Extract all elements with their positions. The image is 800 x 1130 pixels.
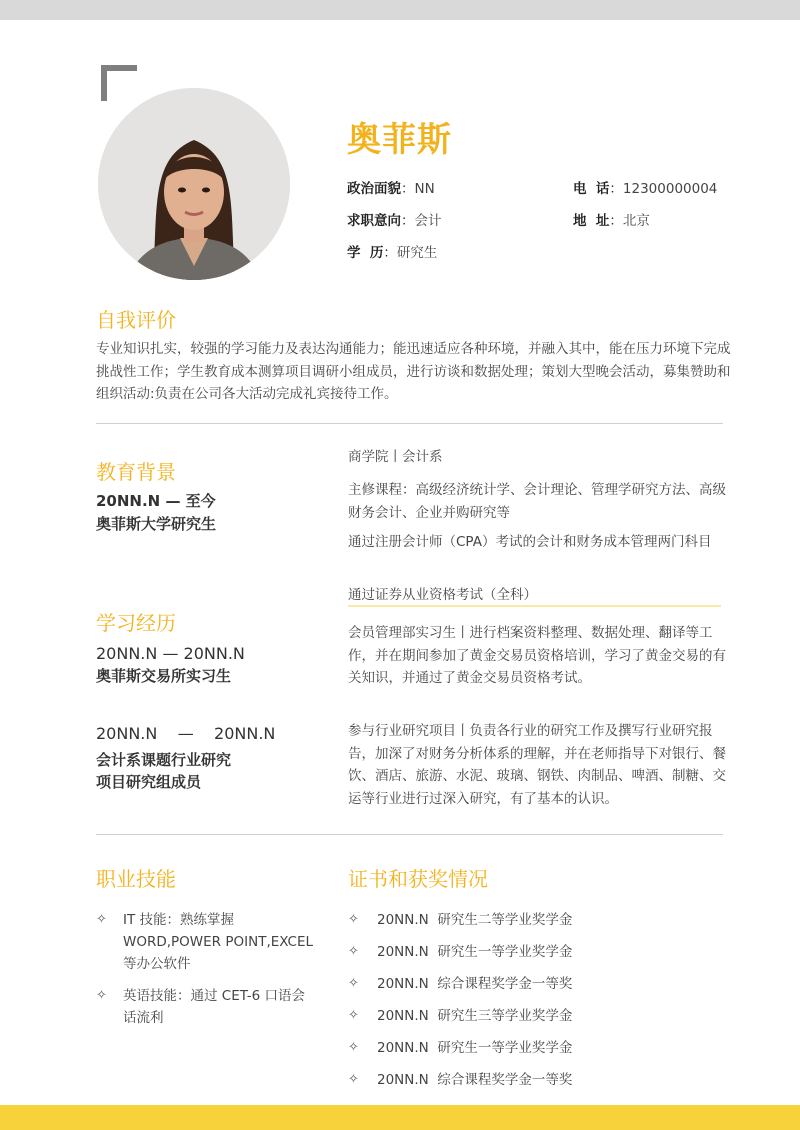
info-value: 北京 [622, 213, 650, 229]
study-role: 会计系课题行业研究 [96, 751, 232, 769]
info-sep: ： [401, 181, 415, 197]
study-desc: 会员管理部实习生丨进行档案资料整理、数据处理、翻译等工作，并在期间参加了黄金交易员资格培训，学习了黄金交易的有关知识，并通过了黄金交易员资格考试。 [348, 625, 726, 686]
education-item: 商学院丨会计系 [348, 449, 443, 465]
list-item [348, 973, 728, 1005]
info-value: 研究生 [396, 245, 438, 261]
highlight-line [348, 605, 721, 607]
bottom-bar [0, 1105, 800, 1130]
info-label: 政治面貌 [347, 181, 401, 197]
education-item: 主修课程：高级经济统计学、会计理论、管理学研究方法、高级财务会计、企业并购研究等 [348, 482, 726, 521]
skills-title: 职业技能 [96, 867, 176, 891]
info-value: 12300000004 [622, 181, 718, 197]
list-item [348, 1005, 728, 1037]
award-text: 20NN.N 研究生一等学业奖学金 [377, 1040, 573, 1056]
top-bar [0, 0, 800, 20]
list-item [348, 909, 728, 941]
education-period: 20NN.N — 至今 [96, 492, 216, 510]
award-text: 20NN.N 综合课程奖学金一等奖 [377, 1072, 573, 1088]
list-item [96, 909, 316, 975]
sparkle-icon: ✧ [348, 912, 359, 927]
self-eval-text: 专业知识扎实，较强的学习能力及表达沟通能力；能迅速适应各种环境，并融入其中，能在压力环境下完成挑战性工作；学生教育成本测算项目调研小组成员，进行访谈和数据处理；策划大型晚会活动，募集赞助和组织活动:负责在公司各大活动完成礼宾接待工作。 [96, 341, 731, 402]
sparkle-icon: ✧ [348, 976, 359, 991]
award-text: 20NN.N 研究生二等学业奖学金 [377, 912, 573, 928]
sparkle-icon: ✧ [348, 1072, 359, 1087]
divider [96, 834, 723, 835]
sparkle-icon: ✧ [96, 912, 107, 927]
award-text: 20NN.N 研究生一等学业奖学金 [377, 944, 573, 960]
list-item [348, 1069, 728, 1101]
education-school: 奥菲斯大学研究生 [96, 515, 217, 533]
info-political [347, 177, 435, 197]
info-sep: ： [401, 213, 415, 229]
study-period: 20NN.N — 20NN.N [96, 724, 276, 743]
portrait-photo [98, 88, 290, 280]
skill-text: IT 技能：熟练掌握 WORD,POWER POINT,EXCEL 等办公软件 [123, 912, 314, 972]
info-sep: ： [383, 245, 397, 261]
info-sep: ： [609, 181, 623, 197]
education-item: 通过注册会计师（CPA）考试的会计和财务成本管理两门科目 [348, 534, 712, 550]
info-value: NN [414, 181, 435, 197]
info-address [573, 209, 650, 229]
info-label: 学 历 [347, 245, 384, 261]
info-label: 电 话 [573, 181, 610, 197]
sparkle-icon: ✧ [348, 1008, 359, 1023]
study-role: 项目研究组成员 [96, 773, 202, 791]
self-eval-title: 自我评价 [96, 308, 176, 332]
info-label: 地 址 [573, 213, 610, 229]
sparkle-icon: ✧ [96, 988, 107, 1003]
education-title: 教育背景 [96, 460, 176, 484]
list-item [348, 1037, 728, 1069]
award-text: 20NN.N 研究生三等学业奖学金 [377, 1008, 573, 1024]
info-objective [347, 209, 442, 229]
education-item: 通过证券从业资格考试（全科） [348, 587, 537, 603]
sparkle-icon: ✧ [348, 1040, 359, 1055]
list-item [96, 985, 316, 1029]
awards-list [348, 909, 728, 1101]
skills-list [96, 909, 316, 1029]
info-value: 会计 [414, 213, 442, 229]
candidate-name: 奥菲斯 [347, 120, 452, 160]
study-title: 学习经历 [96, 611, 176, 635]
info-education [347, 241, 437, 261]
corner-decoration [101, 65, 137, 101]
study-period: 20NN.N — 20NN.N [96, 644, 245, 663]
info-label: 求职意向 [347, 213, 401, 229]
list-item [348, 941, 728, 973]
awards-title: 证书和获奖情况 [348, 867, 488, 891]
study-role: 奥菲斯交易所实习生 [96, 667, 232, 685]
skill-text: 英语技能：通过 CET-6 口语会话流利 [123, 988, 306, 1026]
info-sep: ： [609, 213, 623, 229]
info-phone [573, 177, 717, 197]
study-desc: 参与行业研究项目丨负责各行业的研究工作及撰写行业研究报告，加深了对财务分析体系的理解，并在老师指导下对银行、餐饮、酒店、旅游、水泥、玻璃、钢铁、肉制品、啤酒、制糖、交运等行业进行过深入研究，有了基本的认识。 [348, 723, 726, 807]
divider [96, 423, 723, 424]
award-text: 20NN.N 综合课程奖学金一等奖 [377, 976, 573, 992]
sparkle-icon: ✧ [348, 944, 359, 959]
avatar [98, 88, 290, 280]
